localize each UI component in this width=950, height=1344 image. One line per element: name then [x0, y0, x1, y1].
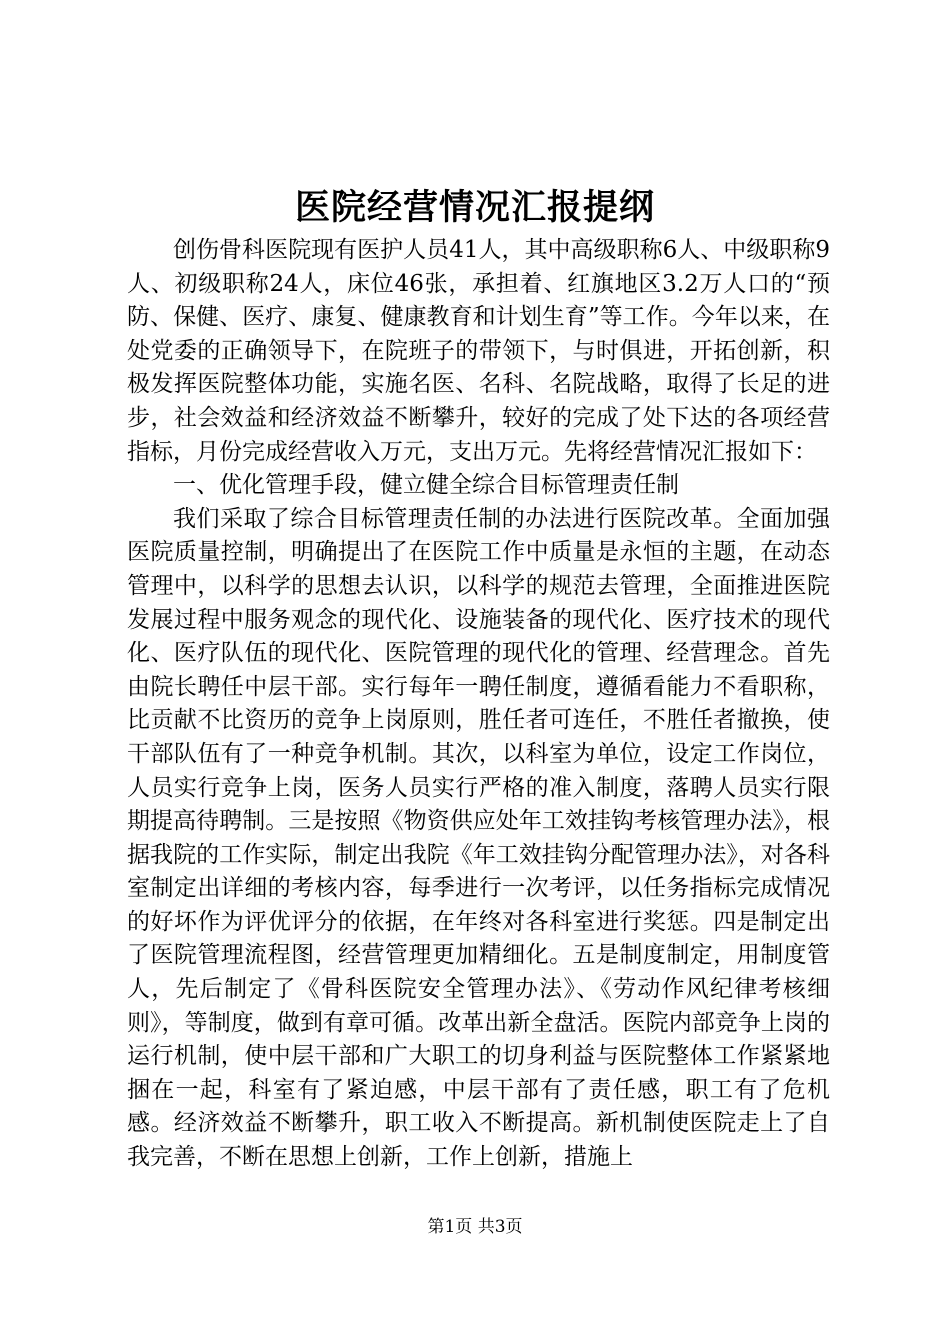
intro-paragraph: 创伤骨科医院现有医护人员41人，其中高级职称6人、中级职称9人、初级职称24人，床位46张，承担着、红旗地区3.2万人口的“预防、保健、医疗、康复、健康教育和计划生育”等工作。今年以来，在处党委的正确领导下，在院班子的带领下，与时俱进，开拓创新，积极发挥医院整体功能，实施名医、名科、名院战略，取得了长足的进步，社会效益和经济效益不断攀升，较好的完成了处下达的各项经营指标，月份完成经营收入万元，支出万元。先将经营情况汇报如下： — [127, 237, 830, 465]
section-heading: 一、优化管理手段，健立健全综合目标管理责任制 — [173, 472, 679, 499]
document-title: 医院经营情况汇报提纲 — [294, 187, 655, 228]
page-footer: 第1页 共3页 — [427, 1217, 523, 1237]
document-body — [127, 234, 830, 1175]
body-paragraph: 我们采取了综合目标管理责任制的办法进行医院改革。全面加强医院质量控制，明确提出了在医院工作中质量是永恒的主题，在动态管理中，以科学的思想去认识，以科学的规范去管理，全面推进医院发展过程中服务观念的现代化、设施装备的现代化、医疗技术的现代化、医疗队伍的现代化、医院管理的现代化的管理、经营理念。首先由院长聘任中层干部。实行每年一聘任制度，遵循看能力不看职称，比贡献不比资历的竞争上岗原则，胜任者可连任，不胜任者撤换，使干部队伍有了一种竞争机制。其次，以科室为单位，设定工作岗位，人员实行竞争上岗，医务人员实行严格的准入制度，落聘人员实行限期提高待聘制。三是按照《物资供应处年工效挂钩考核管理办法》，根据我院的工作实际，制定出我院《年工效挂钩分配管理办法》，对各科室制定出详细的考核内容，每季进行一次考评，以任务指标完成情况的好坏作为评优评分的依据，在年终对各科室进行奖惩。四是制定出了医院管理流程图，经营管理更加精细化。五是制度制定，用制度管人，先后制定了《骨科医院安全管理办法》、《劳动作风纪律考核细则》，等制度，做到有章可循。改革出新全盘活。医院内部竞争上岗的运行机制，使中层干部和广大职工的切身利益与医院整体工作紧紧地捆在一起，科室有了紧迫感，中层干部有了责任感，职工有了危机感。经济效益不断攀升，职工收入不断提高。新机制使医院走上了自我完善，不断在思想上创新，工作上创新，措施上 — [127, 505, 830, 1171]
